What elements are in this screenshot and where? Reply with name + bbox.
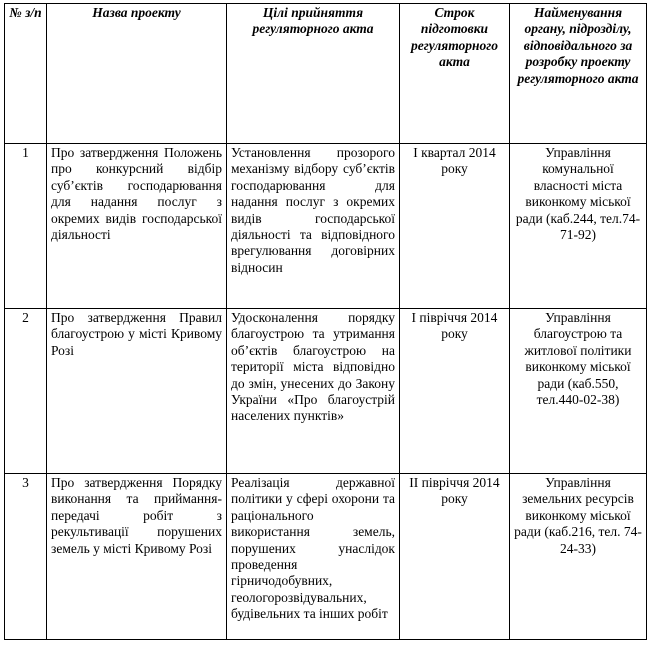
table-row [5,474,647,640]
responsible-body: Управління комунальної власності міста виконкому міської ради (каб.244, тел.74-71-92) [510,144,647,309]
header-number: № з/п [5,4,47,144]
header-term: Строк підготовки регуляторного акта [400,4,510,144]
project-goals: Удосконалення порядку благоустрою та утримання об’єктів благоустрою на території міста відповідно до змін, унесених до Закону України «Про благоустрій населених пунктів» [227,309,400,474]
project-name: Про затвердження Порядку виконання та приймання-передачі робіт з рекультивації порушених земель у місті Кривому Розі [47,474,227,640]
header-goals: Цілі прийняття регуляторного акта [227,4,400,144]
responsible-body: Управління земельних ресурсів виконкому міської ради (каб.216, тел. 74-24-33) [510,474,647,640]
project-name: Про затвердження Положень про конкурсний відбір суб’єктів господарювання для надання послуг з окремих видів господарської діяльності [47,144,227,309]
project-goals: Реалізація державної політики у сфері охорони та раціонального використання земель, порушених унаслідок проведення гірничодобувних, геологорозвідувальних, будівельних та інших робіт [227,474,400,640]
project-term: І квартал 2014 року [400,144,510,309]
project-term: І півріччя 2014 року [400,309,510,474]
row-number: 3 [5,474,47,640]
table-row [5,144,647,309]
row-number: 2 [5,309,47,474]
responsible-body: Управління благоустрою та житлової політики виконкому міської ради (каб.550, тел.440-02-38) [510,309,647,474]
table-header-row [5,4,647,144]
regulatory-plan-document [4,3,646,640]
table-row [5,309,647,474]
project-term: ІІ півріччя 2014 року [400,474,510,640]
row-number: 1 [5,144,47,309]
header-project-name: Назва проекту [47,4,227,144]
header-responsible-body: Найменування органу, підрозділу, відповідального за розробку проекту регуляторного акта [510,4,647,144]
project-name: Про затвердження Правил благоустрою у місті Кривому Розі [47,309,227,474]
regulatory-acts-table [4,3,647,640]
project-goals: Установлення прозорого механізму відбору суб’єктів господарювання для надання послуг з окремих видів господарської діяльності та відповідного врегулювання договірних відносин [227,144,400,309]
